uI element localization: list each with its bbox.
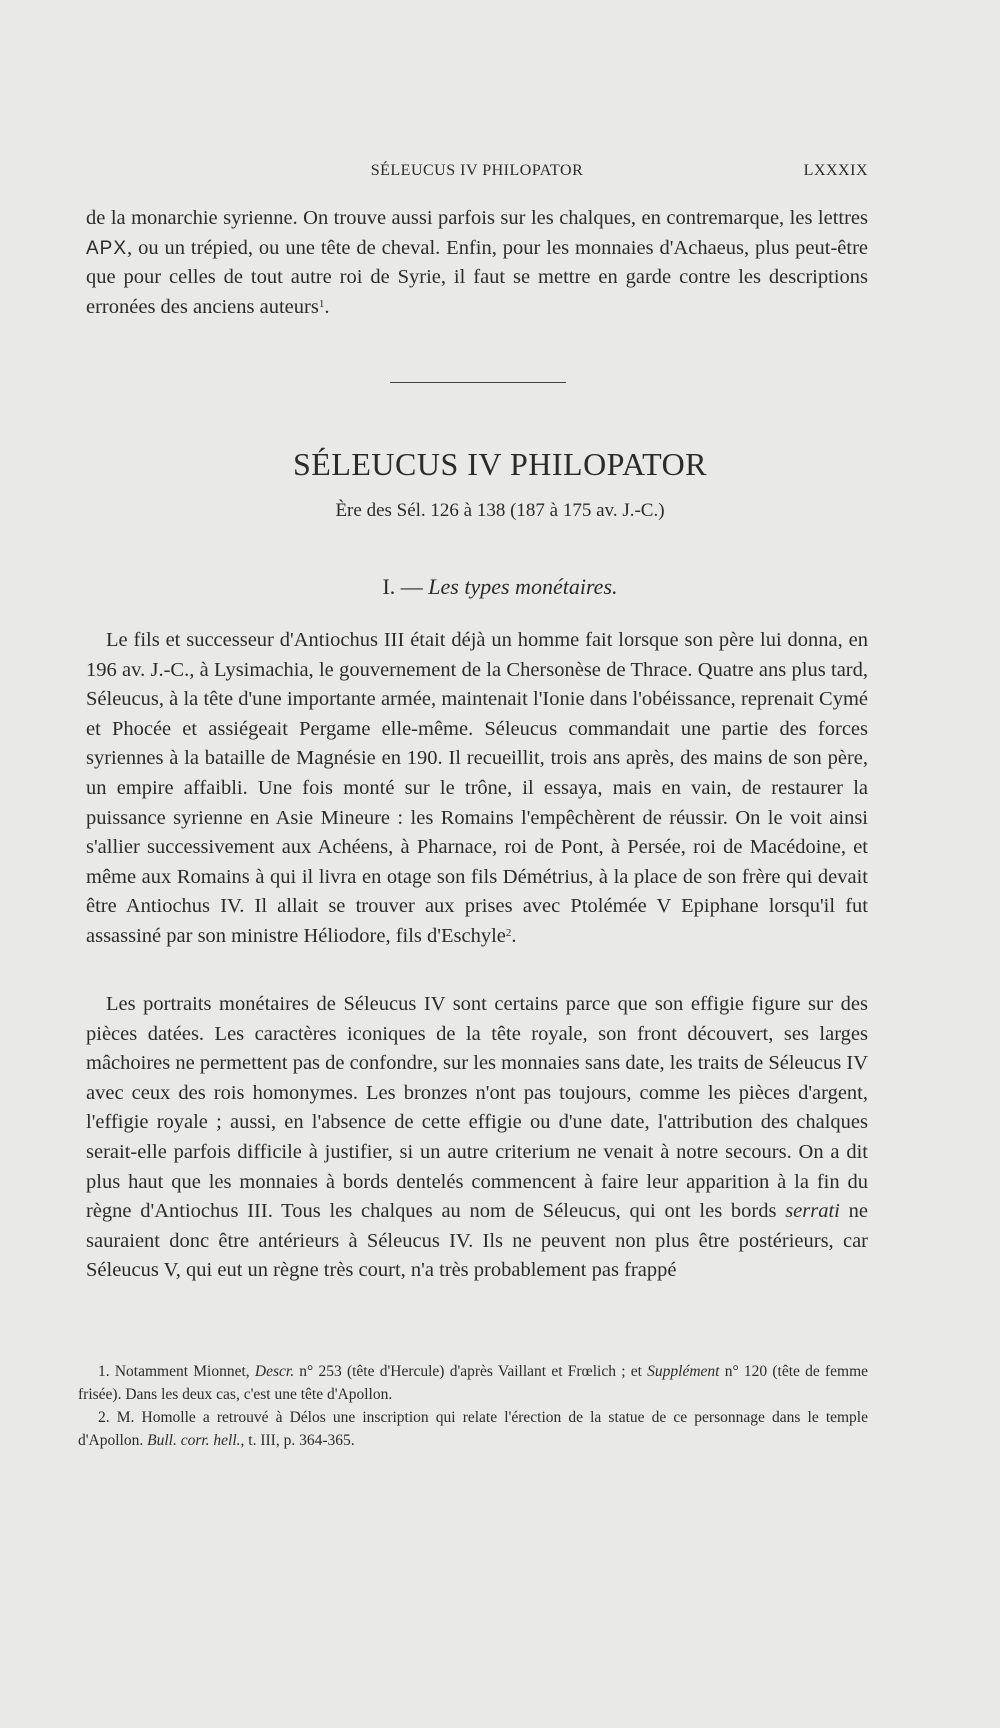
footnote-1	[78, 1360, 868, 1406]
footnote-1-text-c: n° 120 (tête de femme frisée). Dans les deux cas, c'est une tête d'Apollon.	[78, 1363, 868, 1403]
footnote-1-italic-1: Descr.	[254, 1363, 295, 1380]
greek-letters: APX	[86, 237, 128, 259]
footnote-1-text-a: 1. Notamment Mionnet,	[98, 1363, 255, 1380]
section-divider	[390, 382, 566, 383]
paragraph-portraits-text-b: ne sauraient donc être antérieurs à Séleucus IV. Ils ne peuvent non plus être postérieurs, car Séleucus V, qui eut un règne très court, n'a très probablement pas frappé	[86, 1200, 868, 1282]
paragraph-intro-text-b: , ou un trépied, ou une tête de cheval. Enfin, pour les monnaies d'Achaeus, plus peut-être que pour celles de tout autre roi de Syrie, il faut se mettre en garde contre les descriptions erronées des anciens auteurs	[86, 236, 868, 318]
footnote-ref-1: 1	[318, 297, 325, 310]
page-number: LXXXIX	[803, 162, 868, 179]
footnote-1-italic-2: Supplément	[647, 1363, 720, 1380]
running-head	[86, 162, 868, 188]
paragraph-history-text-a: Le fils et successeur d'Antiochus III était déjà un homme fait lorsque son père lui donna, en 196 av. J.-C., à Lysimachia, le gouvernement de la Chersonèse de Thrace. Quatre ans plus tard, Séleucus, à la tête d'une importante armée, maintenait l'Ionie dans l'obéissance, reprenait Cymé et Phocée et assiégeait Pergame elle-même. Séleucus commandait une partie des forces syriennes à la bataille de Magnésie en 190. Il recueillit, trois ans après, des mains de son père, un empire affaibli. Une fois monté sur le trône, il essaya, mais en vain, de restaurer la puissance syrienne en Asie Mineure : les Romains l'empêchèrent de réussir. On le voit ainsi s'allier successivement aux Achéens, à Pharnace, roi de Pont, à Persée, roi de Macédoine, et même aux Romains à qui il livra en otage son fils Démétrius, à la place de son frère qui devait être Antiochus IV. Il allait se trouver aux prises avec Ptolémée V Epiphane lorsqu'il fut assassiné par son ministre Héliodore, fils d'Eschyle	[86, 629, 868, 947]
paragraph-portraits-italic: serrati	[785, 1200, 840, 1223]
footnote-2-text-b: , t. III, p. 364-365.	[240, 1432, 355, 1449]
paragraph-intro	[86, 204, 868, 322]
running-title: SÉLEUCUS IV PHILOPATOR	[370, 162, 584, 179]
footnote-1-text-b: n° 253 (tête d'Hercule) d'après Vaillant et Frœlich ; et	[294, 1363, 648, 1380]
footnote-2-text-a: 2. M. Homolle a retrouvé à Délos une inscription qui relate l'érection de la statue de ce personnage dans le temple d'Apollon.	[78, 1409, 868, 1449]
paragraph-intro-text-c: .	[324, 295, 330, 318]
section-title: SÉLEUCUS IV PHILOPATOR	[292, 446, 708, 482]
paragraph-portraits	[86, 990, 868, 1286]
footnote-ref-2: 2	[505, 926, 512, 939]
footnote-2	[78, 1406, 868, 1452]
paragraph-history-text-b: .	[511, 924, 517, 947]
paragraph-portraits-text-a: Les portraits monétaires de Séleucus IV sont certains parce que son effigie figure sur des pièces datées. Les caractères iconiques de la tête royale, son front découvert, ses larges mâchoires ne permettent pas de confondre, sur les monnaies sans date, les traits de Séleucus IV avec ceux des rois homonymes. Les bronzes n'ont pas toujours, comme les pièces d'argent, l'effigie royale ; aussi, en l'absence de cette effigie ou d'une date, l'attribution des chalques serait-elle parfois difficile à justifier, si un autre criterium ne venait à notre secours. On a dit plus haut que les monnaies à bords dentelés commencent à faire leur apparition à la fin du règne d'Antiochus III. Tous les chalques au nom de Séleucus, qui ont les bords	[86, 993, 868, 1223]
subsection-title: Les types monétaires.	[428, 574, 618, 599]
subsection-number: I. —	[382, 574, 423, 599]
era-line: Ère des Sél. 126 à 138 (187 à 175 av. J.-C.)	[335, 500, 665, 521]
paragraph-intro-text-a: de la monarchie syrienne. On trouve aussi parfois sur les chalques, en contremarque, les lettres	[86, 207, 868, 229]
paragraph-history	[86, 626, 868, 952]
subsection-heading	[0, 574, 1000, 600]
footnotes	[78, 1360, 868, 1452]
footnote-2-italic-1: Bull. corr. hell.	[147, 1432, 241, 1449]
